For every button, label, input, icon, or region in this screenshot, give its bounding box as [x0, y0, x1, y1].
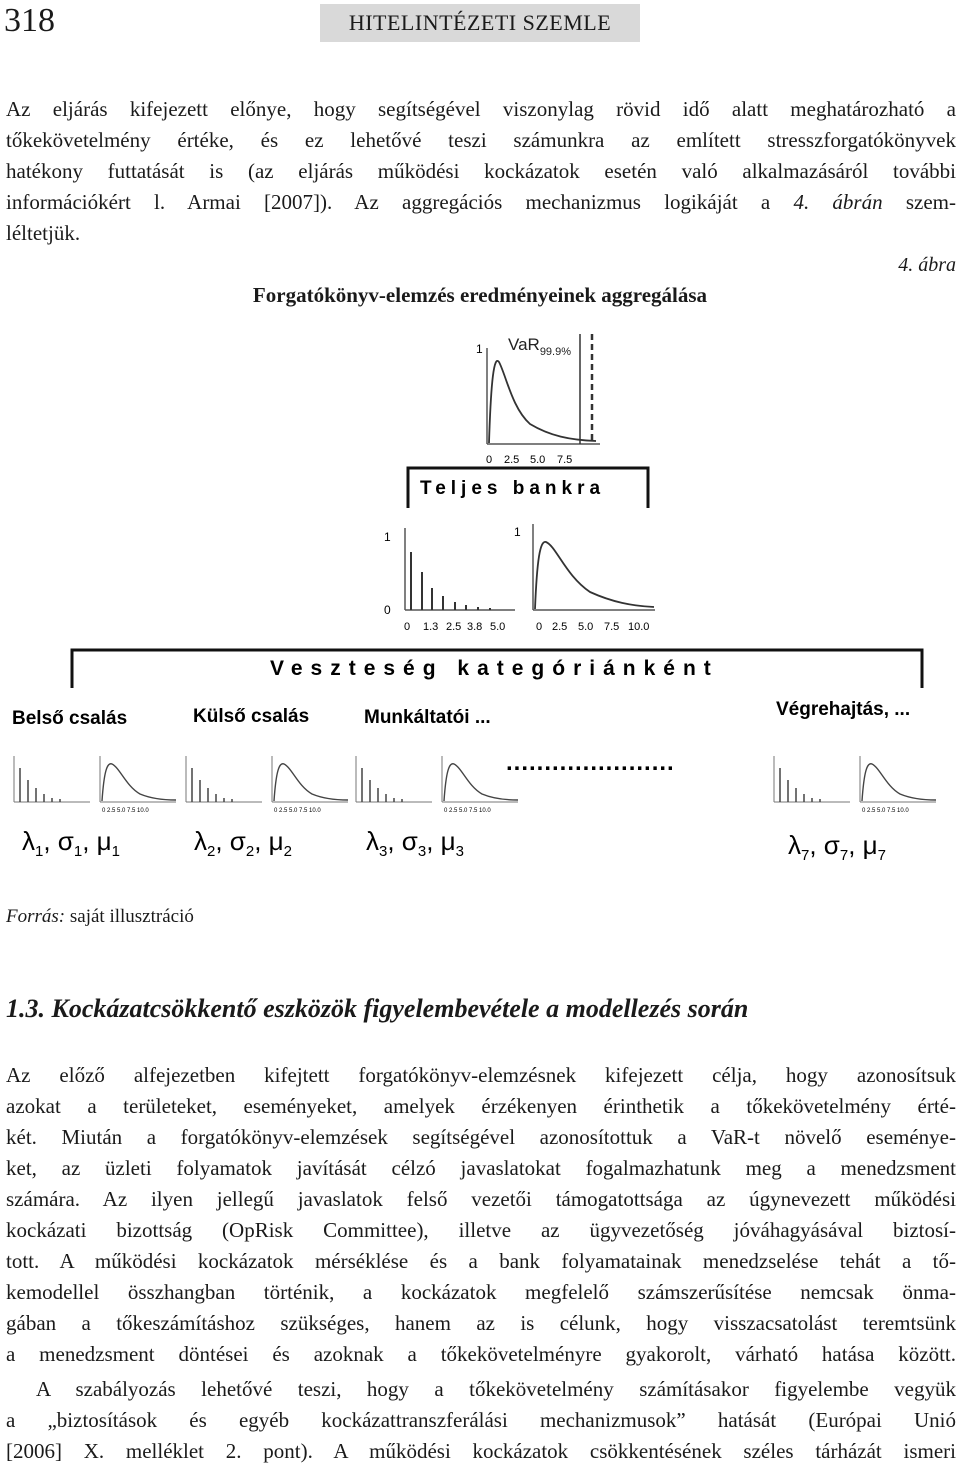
figure-title — [0, 283, 960, 308]
category-name-7: Végrehajtás, ... — [776, 699, 911, 720]
body-2-line-2: a „biztosítások és egyéb kockázattranszferálási mechanizmusok” hatását (Európai Unió — [6, 1408, 956, 1432]
small-chart-group-2 — [186, 756, 348, 814]
bank-label: Teljes bankra — [420, 478, 606, 499]
body-1-line-6: kockázati bizottság (OpRisk Committee), illetve az ügyvezetőség jóváhagyásával biztosí- — [6, 1218, 956, 1242]
aggregation-diagram — [0, 320, 960, 880]
intro-line-4-tail: szem- — [882, 190, 956, 214]
body-1-line-2: azokat a területeket, eseményeket, amelyek érzékenyen érinthetik a tőkekövetelmény érté- — [6, 1094, 956, 1118]
body-1-line-3: két. Miután a forgatókönyv-elemzések segítségével azonosítottuk a VaR-t növelő eseménye- — [6, 1125, 956, 1149]
intro-line-1: Az eljárás kifejezett előnye, hogy segítségével viszonylag rövid idő alatt meghatározható a — [6, 97, 956, 121]
body-1-line-7: tott. A működési kockázatok mérséklése és a bank folyamatainak menedzselése tehát a tő- — [6, 1249, 956, 1273]
mid-left-xtick-1: 1.3 — [423, 621, 439, 633]
var-label-sub: 99.9% — [539, 346, 572, 358]
bank-bracket — [408, 468, 648, 508]
mid-left-ytick-top: 1 — [384, 530, 391, 544]
journal-title: HITELINTÉZETI SZEMLE — [320, 4, 640, 42]
figure-source — [6, 906, 194, 928]
var-label-main: VaR — [508, 335, 540, 354]
small-ticks-2: 0 2.5 5.0 7.5 10.0 — [274, 808, 321, 814]
page-number: 318 — [4, 2, 55, 39]
figure-title-text: Forgatókönyv-elemzés eredményeinek aggregálása — [252, 283, 708, 307]
params-1: $\lambda_1$, $\sigma_1$, $\mu_1$ — [22, 826, 120, 860]
mid-left-ytick-bottom: 0 — [384, 603, 391, 617]
body-1-line-5: számára. Az ilyen jellegű javaslatok felső vezetői támogatottsága az úgynevezett működési — [6, 1187, 956, 1211]
category-name-1: Belső csalás — [12, 708, 128, 729]
mid-left-xtick-0: 0 — [404, 621, 411, 633]
source-label: Forrás: — [6, 906, 66, 927]
body-1-line-4: ket, az üzleti folyamatok javítását célzó javaslatokat fogalmazhatunk meg a menedzsment — [6, 1156, 956, 1180]
mid-left-xtick-3: 3.8 — [467, 621, 483, 633]
source-text: saját illusztráció — [65, 906, 194, 927]
intro-line-2: tőkekövetelmény értéke, és ez lehetővé teszi számunkra az említett stresszforgatókönyvek — [6, 128, 956, 152]
mid-right-xtick-2: 5.0 — [578, 621, 594, 633]
top-loss-distribution-chart — [476, 334, 600, 466]
intro-line-3: hatékony futtatását is (az eljárás működési kockázatok esetén való alkalmazásáról további — [6, 159, 956, 183]
frequency-histogram-chart — [384, 528, 515, 633]
figure-reference: 4. ábrán — [793, 190, 883, 214]
mid-right-xtick-4: 10.0 — [628, 621, 650, 633]
small-ticks-3: 0 2.5 5.0 7.5 10.0 — [444, 808, 491, 814]
small-chart-group-1 — [14, 756, 176, 814]
body-2-line-1: A szabályozás lehetővé teszi, hogy a tőkekövetelmény számításakor figyelembe vegyük — [36, 1377, 956, 1401]
top-chart-ytick: 1 — [476, 342, 483, 356]
mid-right-xtick-1: 2.5 — [552, 621, 568, 633]
severity-distribution-chart — [514, 524, 655, 633]
params-3: $\lambda_3$, $\sigma_3$, $\mu_3$ — [366, 826, 464, 860]
body-1-line-8: kemodellel összhangban történik, a kockázatok megfelelő számszerűsítése nemcsak önma- — [6, 1280, 956, 1304]
body-1-line-1: Az előző alfejezetben kifejtett forgatókönyv-elemzésnek kifejezett célja, hogy azonosítsuk — [6, 1063, 956, 1087]
mid-right-ytick-top: 1 — [514, 525, 521, 539]
mid-right-xtick-0: 0 — [536, 621, 543, 633]
mid-left-xtick-2: 2.5 — [446, 621, 462, 633]
top-chart-xtick-0: 0 — [486, 454, 493, 466]
ellipsis-dots: ...................... — [506, 749, 675, 776]
top-chart-xtick-1: 2.5 — [504, 454, 520, 466]
intro-line-4 — [6, 187, 956, 218]
mid-left-xtick-4: 5.0 — [490, 621, 506, 633]
category-name-3: Munkáltatói ... — [364, 707, 491, 728]
top-chart-xtick-2: 5.0 — [530, 454, 546, 466]
section-heading: 1.3. Kockázatcsökkentő eszközök figyelembevétele a modellezés során — [6, 994, 749, 1023]
var-label — [508, 335, 571, 358]
params-7: $\lambda_7$, $\sigma_7$, $\mu_7$ — [788, 830, 886, 864]
top-chart-xtick-3: 7.5 — [557, 454, 573, 466]
intro-line-5: léltetjük. — [6, 221, 81, 245]
small-chart-group-7 — [774, 756, 936, 814]
intro-line-4-text: információkért l. Armai [2007]). Az aggregációs mechanizmus logikáját a — [6, 190, 794, 214]
small-chart-group-3 — [356, 756, 518, 814]
body-2-line-3: [2006] X. melléklet 2. pont). A működési kockázatok csökkentésének széles tárházát ismeri — [6, 1439, 956, 1463]
body-1-line-10: a menedzsment döntései és azoknak a tőkekövetelményre gyakorolt, várható hatása között. — [6, 1342, 956, 1366]
category-label: Veszteség kategóriánként — [270, 657, 719, 680]
small-ticks-1: 0 2.5 5.0 7.5 10.0 — [102, 808, 149, 814]
mid-right-xtick-3: 7.5 — [604, 621, 620, 633]
category-name-2: Külső csalás — [193, 706, 310, 727]
params-2: $\lambda_2$, $\sigma_2$, $\mu_2$ — [194, 826, 292, 860]
body-1-line-9: gában a tőkeszámításhoz szükséges, hanem az is célunk, hogy visszacsatolást teremtsünk — [6, 1311, 956, 1335]
figure-label: 4. ábra — [898, 254, 956, 276]
category-bracket — [72, 650, 922, 688]
small-ticks-7: 0 2.5 5.0 7.5 10.0 — [862, 808, 909, 814]
